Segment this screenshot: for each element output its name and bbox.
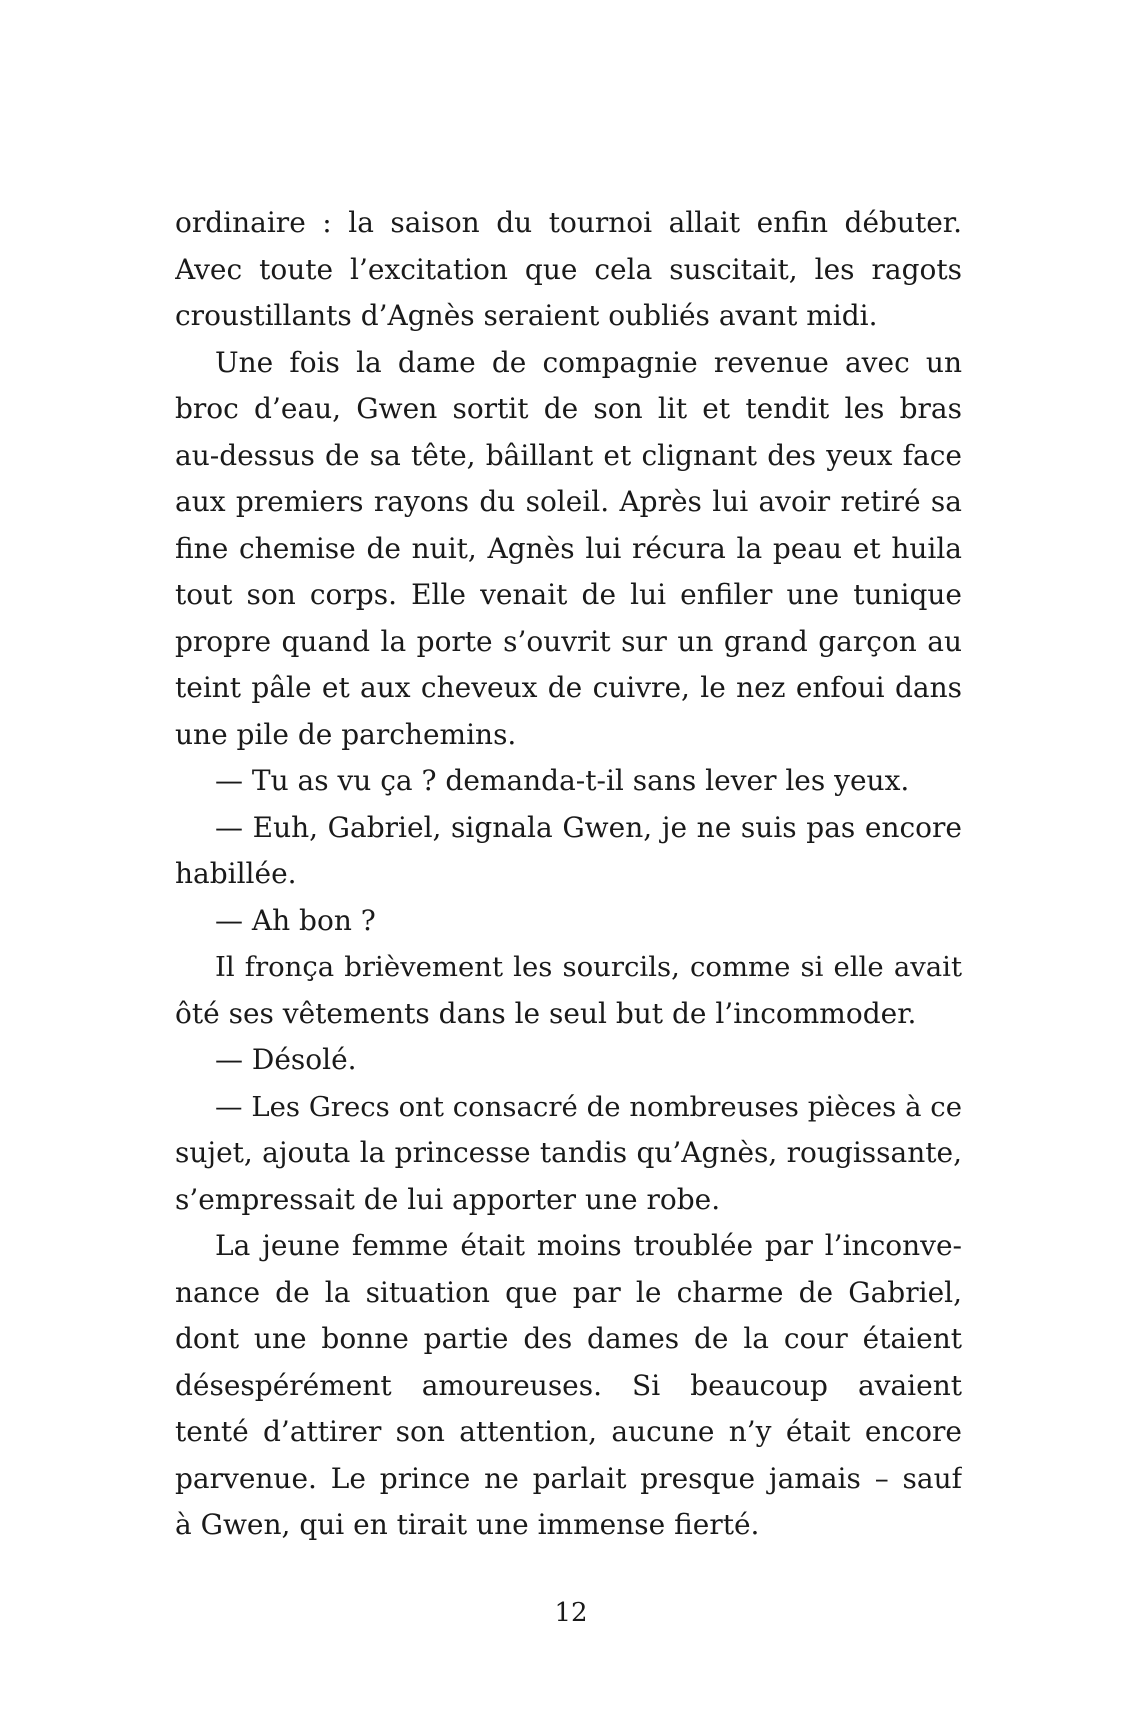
- text-line: à Gwen, qui en tirait une immense fierté.: [175, 1508, 760, 1541]
- text-line: — Ah bon ?: [215, 903, 376, 937]
- text-line: propre quand la porte s’ouvrit sur un grand garçon au: [175, 624, 962, 658]
- text-line: dont une bonne partie des dames de la cour étaient: [175, 1322, 962, 1355]
- page-number: 12: [554, 1598, 588, 1628]
- text-line: — Désolé.: [215, 1043, 357, 1076]
- text-line: ordinaire : la saison du tournoi allait enfin débuter.: [175, 206, 962, 239]
- text-line: aux premiers rayons du soleil. Après lui avoir retiré sa: [175, 485, 962, 518]
- text-line: sujet, ajouta la princesse tandis qu’Agnès, rougissante,: [175, 1136, 962, 1169]
- text-line: croustillants d’Agnès seraient oubliés avant midi.: [175, 299, 878, 332]
- text-line: Il fronça brièvement les sourcils, comme si elle avait: [215, 951, 962, 983]
- text-line: au-dessus de sa tête, bâillant et clignant des yeux face: [175, 438, 962, 472]
- text-line: tenté d’attirer son attention, aucune n’y était encore: [175, 1415, 962, 1448]
- text-line: désespérément amoureuses. Si beaucoup avaient: [175, 1368, 962, 1402]
- text-line: Une fois la dame de compagnie revenue avec un: [215, 345, 962, 379]
- text-line: une pile de parchemins.: [175, 717, 517, 751]
- text-line: habillée.: [175, 857, 297, 890]
- text-line: broc d’eau, Gwen sortit de son lit et tendit les bras: [175, 392, 962, 425]
- text-line: — Tu as vu ça ? demanda-t-il sans lever les yeux.: [215, 764, 910, 797]
- text-line: parvenue. Le prince ne parlait presque jamais – sauf: [175, 1461, 962, 1495]
- text-line: s’empressait de lui apporter une robe.: [175, 1182, 721, 1216]
- text-line: nance de la situation que par le charme de Gabriel,: [175, 1275, 962, 1309]
- text-line: Avec toute l’excitation que cela suscitait, les ragots: [175, 252, 962, 286]
- text-line: fine chemise de nuit, Agnès lui récura la peau et huila: [175, 531, 962, 565]
- text-line: — Les Grecs ont consacré de nombreuses pièces à ce: [215, 1090, 962, 1123]
- body-text: [175, 200, 962, 1549]
- text-line: tout son corps. Elle venait de lui enfiler une tunique: [175, 578, 962, 611]
- text-line: — Euh, Gabriel, signala Gwen, je ne suis pas encore: [215, 810, 962, 844]
- text-line: ôté ses vêtements dans le seul but de l’incommoder.: [175, 996, 917, 1030]
- text-line: teint pâle et aux cheveux de cuivre, le nez enfoui dans: [175, 671, 962, 704]
- text-line: La jeune femme était moins troublée par l’inconve-: [215, 1229, 962, 1262]
